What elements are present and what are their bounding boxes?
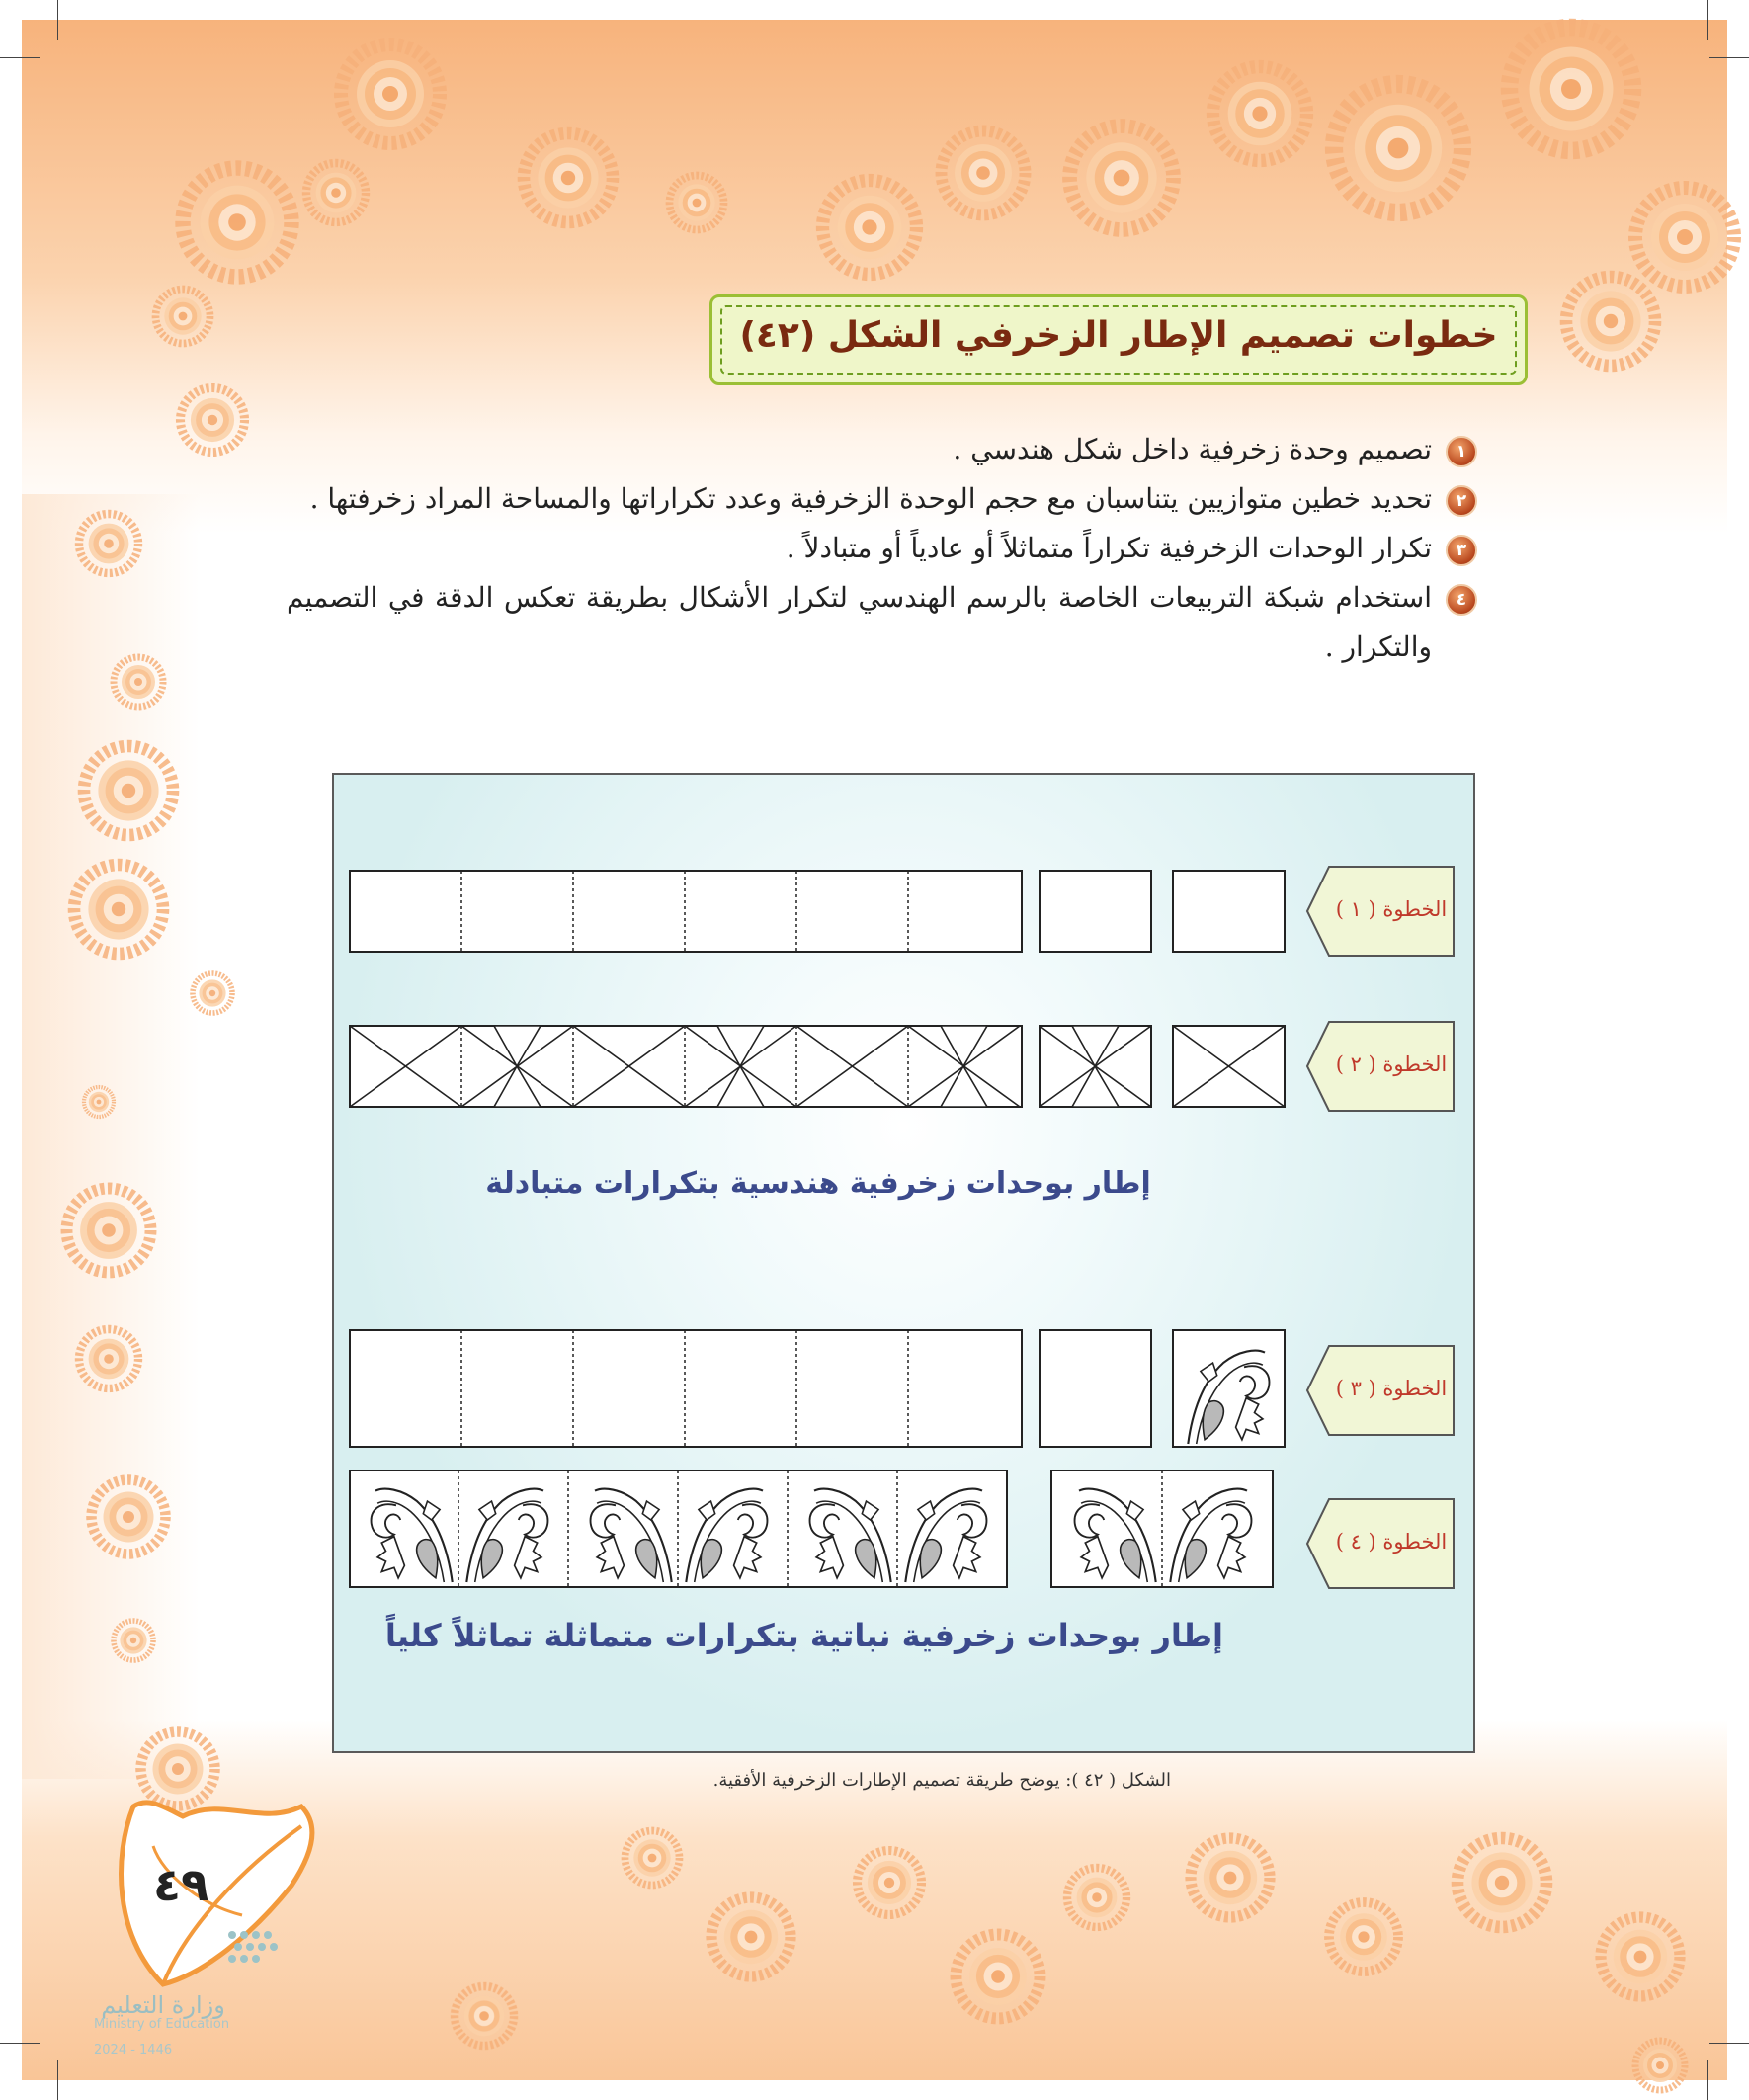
step-number-badge: ٢: [1446, 485, 1477, 517]
steps-list: [287, 425, 1477, 672]
step-label-1: الخطوة ( ١ ): [1335, 897, 1448, 921]
step-number-badge: ٣: [1446, 535, 1477, 566]
ministry-logo-english: Ministry of Education: [94, 2017, 230, 2032]
list-item: [287, 474, 1477, 524]
step-text: استخدام شبكة التربيعات الخاصة بالرسم الهندسي لتكرار الأشكال بطريقة تعكس الدقة في التصميم والتكرار .: [287, 581, 1432, 663]
figure-panel: [332, 773, 1475, 1753]
crop-mark: [1709, 2043, 1749, 2044]
page-number: ٤٩: [153, 1858, 209, 1911]
crop-mark: [0, 2043, 40, 2044]
step-label-4: الخطوة ( ٤ ): [1335, 1530, 1448, 1554]
step-number-badge: ٤: [1446, 584, 1477, 616]
step-text: تصميم وحدة زخرفية داخل شكل هندسي .: [953, 433, 1432, 465]
unit-box: [1040, 871, 1151, 952]
crop-mark: [1709, 57, 1749, 58]
step-text: تحديد خطين متوازيين يتناسبان مع حجم الوحدة الزخرفية وعدد تكراراتها والمساحة المراد زخرفتها .: [309, 482, 1432, 515]
crop-mark: [1707, 2060, 1708, 2100]
section-title: خطوات تصميم الإطار الزخرفي الشكل (٤٢): [739, 315, 1498, 356]
ministry-logo-text: وزارة التعليم: [101, 1991, 225, 2019]
section-title-box: [709, 294, 1528, 385]
crop-mark: [57, 2060, 58, 2100]
crop-mark: [0, 57, 40, 58]
frame-diagram: [334, 775, 1473, 1751]
figure-caption: الشكل ( ٤٢ ): يوضح طريقة تصميم الإطارات الزخرفية الأفقية.: [712, 1770, 1171, 1791]
crop-mark: [57, 0, 58, 40]
leaf-emblem: [94, 1787, 351, 2004]
unit-box: [1173, 871, 1285, 952]
frame-strip: [350, 1330, 1022, 1447]
geometric-frame-caption: إطار بوحدات زخرفية هندسية بتكرارات متبادلة: [485, 1166, 1151, 1201]
frame-strip: [350, 1026, 1022, 1107]
step-label-2: الخطوة ( ٢ ): [1335, 1052, 1448, 1076]
floral-frame-caption: إطار بوحدات زخرفية نباتية بتكرارات متماثلة تماثلاً كلياً: [384, 1617, 1223, 1654]
list-item: [287, 425, 1477, 474]
frame-strip: [350, 871, 1022, 952]
unit-box: [1040, 1330, 1151, 1447]
list-item: [287, 524, 1477, 573]
list-item: [287, 573, 1477, 672]
step-text: تكرار الوحدات الزخرفية تكراراً متماثلاً أو عادياً أو متبادلاً .: [786, 532, 1432, 564]
step-label-3: الخطوة ( ٣ ): [1335, 1377, 1448, 1400]
crop-mark: [1707, 0, 1708, 40]
step-number-badge: ١: [1446, 436, 1477, 467]
ministry-year: 2024 - 1446: [94, 2043, 173, 2058]
